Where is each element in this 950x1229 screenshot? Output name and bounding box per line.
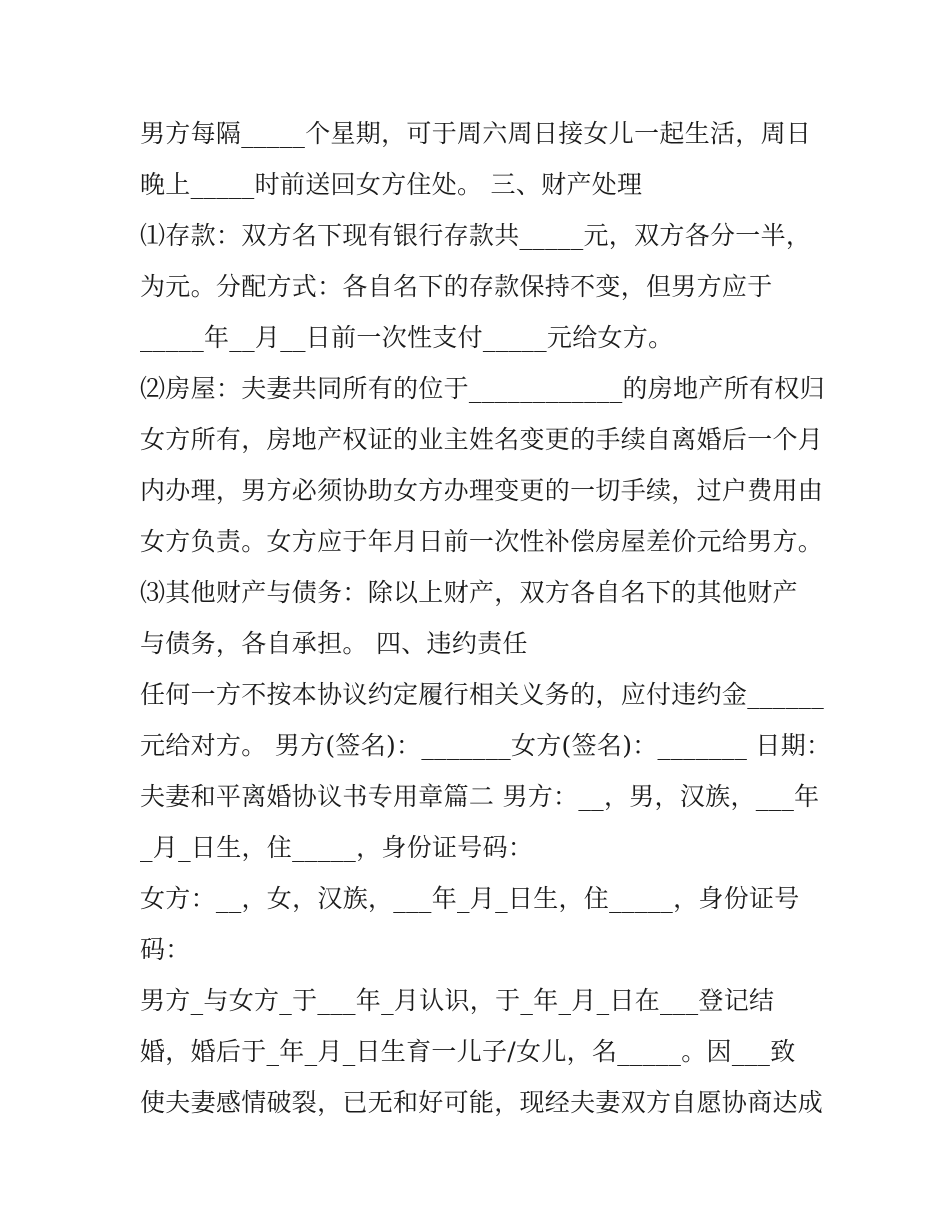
text-line: ⑵房屋：夫妻共同所有的位于____________的房地产所有权归	[140, 374, 825, 403]
text-line: ⑴存款：双方名下现有银行存款共_____元，双方各分一半，	[140, 221, 812, 250]
text-line: _月_日生，住_____，身份证号码：	[140, 833, 534, 862]
text-line: 内办理，男方必须协助女方办理变更的一切手续，过户费用由	[140, 476, 824, 505]
text-line: ⑶其他财产与债务：除以上财产，双方各自名下的其他财产	[140, 578, 798, 607]
text-line: 女方负责。女方应于年月日前一次性补偿房屋差价元给男方。	[140, 527, 824, 556]
text-line: 女方所有，房地产权证的业主姓名变更的手续自离婚后一个月	[140, 425, 824, 454]
text-line: 夫妻和平离婚协议书专用章篇二 男方：__，男，汉族，___年	[140, 782, 820, 811]
text-line: 码：	[140, 935, 191, 964]
text-line: 与债务，各自承担。 四、违约责任	[140, 629, 528, 658]
text-line: 为元。分配方式：各自名下的存款保持不变，但男方应于	[140, 272, 773, 301]
text-line: 晚上_____时前送回女方住处。 三、财产处理	[140, 170, 643, 199]
text-line: 婚，婚后于_年_月_日生育一儿子/女儿，名_____。因___致	[140, 1037, 796, 1066]
text-line: 男方_与女方_于___年_月认识，于_年_月_日在___登记结	[140, 986, 775, 1015]
text-line: 任何一方不按本协议约定履行相关义务的，应付违约金______	[140, 680, 825, 709]
text-line: 使夫妻感情破裂，已无和好可能，现经夫妻双方自愿协商达成	[140, 1088, 824, 1117]
text-line: 女方：__，女，汉族，___年_月_日生，住_____，身份证号	[140, 884, 800, 913]
text-line: 男方每隔_____个星期，可于周六周日接女儿一起生活，周日	[140, 119, 812, 148]
text-line: 元给对方。 男方(签名)：_______女方(签名)：_______ 日期：	[140, 731, 832, 760]
text-line: _____年__月__日前一次性支付_____元给女方。	[140, 323, 674, 352]
document-body	[140, 108, 830, 1128]
